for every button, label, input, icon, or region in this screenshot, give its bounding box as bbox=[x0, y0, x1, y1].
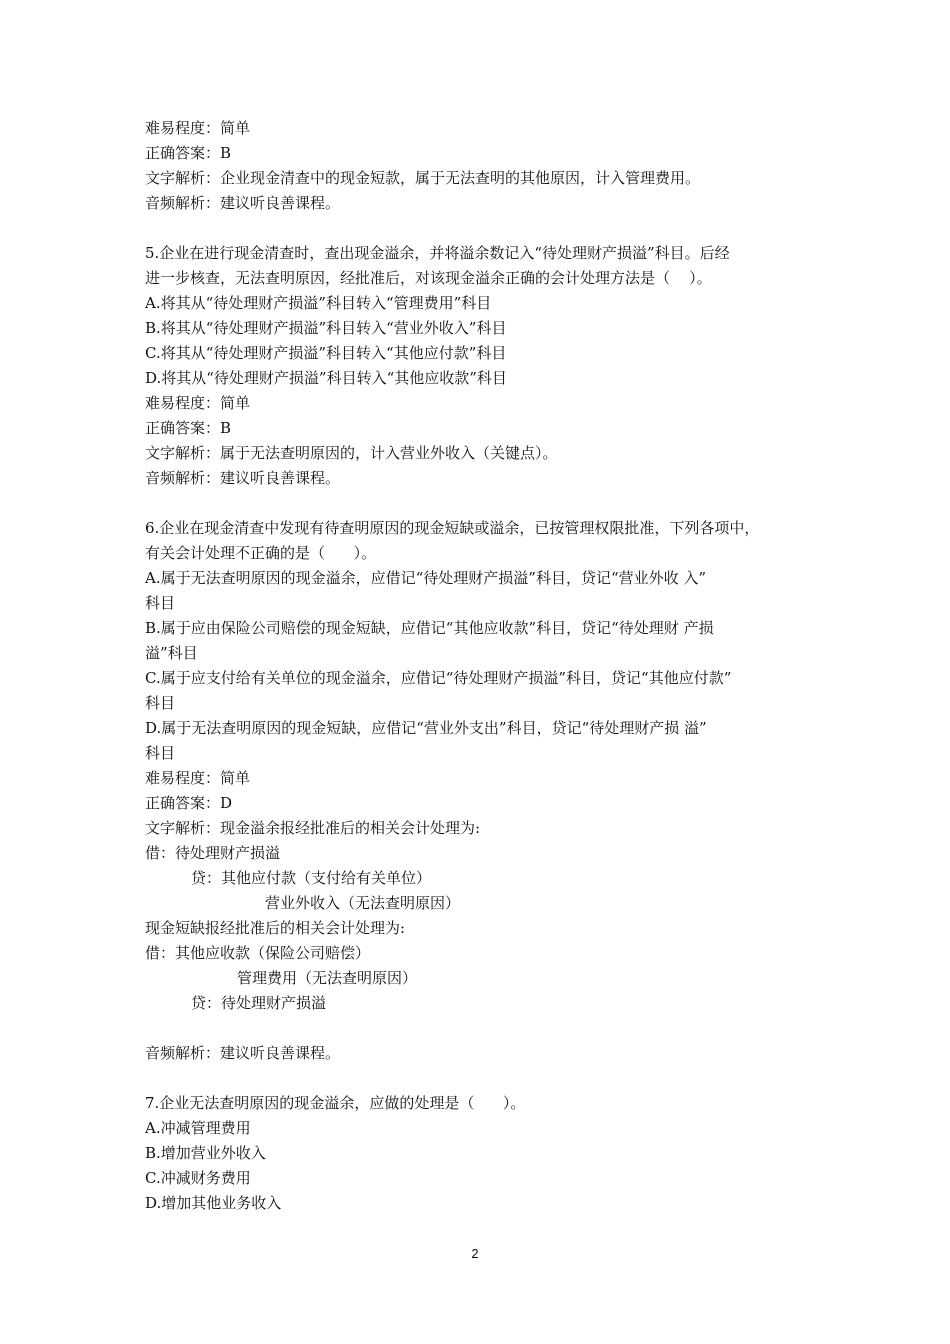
q6-stem-line1: 6.企业在现金清查中发现有待查明原因的现金短缺或溢余，已按管理权限批准，下列各项中， bbox=[145, 519, 760, 537]
q6-stem-line2: 有关会计处理不正确的是（ ）。 bbox=[145, 544, 377, 562]
q4-text-analysis: 文字解析：企业现金清查中的现金短款，属于无法查明的其他原因，计入管理费用。 bbox=[145, 169, 701, 187]
document-body bbox=[145, 116, 815, 1216]
q6-option-a-line2: 科目 bbox=[145, 594, 176, 612]
page-number: 2 bbox=[471, 1246, 479, 1261]
q6-option-a-line1: A.属于无法查明原因的现金溢余，应借记“待处理财产损溢”科目，贷记“营业外收 入” bbox=[145, 569, 707, 587]
spacer bbox=[145, 1066, 815, 1091]
q6-option-b-line2: 溢”科目 bbox=[145, 644, 198, 662]
q6-option-b-line1: B.属于应由保险公司赔偿的现金短缺，应借记“其他应收款”科目，贷记“待处理财 产损 bbox=[145, 619, 714, 637]
q6-entry2-credit: 贷：待处理财产损溢 bbox=[191, 994, 327, 1012]
q6-entry2-debit2: 管理费用（无法查明原因） bbox=[237, 969, 418, 987]
q5-option-d: D.将其从“待处理财产损溢”科目转入“其他应收款”科目 bbox=[145, 369, 507, 387]
q6-entry2-debit1: 借：其他应收款（保险公司赔偿） bbox=[145, 944, 371, 962]
q6-option-d-line1: D.属于无法查明原因的现金短缺，应借记“营业外支出”科目，贷记“待处理财产损 溢” bbox=[145, 719, 707, 737]
q5-option-c: C.将其从“待处理财产损溢”科目转入“其他应付款”科目 bbox=[145, 344, 507, 362]
q5-answer: 正确答案：B bbox=[145, 419, 232, 437]
q7-option-d: D.增加其他业务收入 bbox=[145, 1194, 282, 1212]
q6-entry1-debit: 借：待处理财产损溢 bbox=[145, 844, 281, 862]
q5-stem-line1: 5.企业在进行现金清查时，查出现金溢余，并将溢余数记入“待处理财产损溢”科目。后经 bbox=[145, 244, 730, 262]
q5-stem-line2: 进一步核查，无法查明原因，经批准后，对该现金溢余正确的会计处理方法是（ ）。 bbox=[145, 269, 712, 287]
q6-entry1-credit2: 营业外收入（无法查明原因） bbox=[265, 894, 461, 912]
q5-option-a: A.将其从“待处理财产损溢”科目转入“管理费用”科目 bbox=[145, 294, 492, 312]
q6-shortage-intro: 现金短缺报经批准后的相关会计处理为: bbox=[145, 919, 406, 937]
q7-option-c: C.冲减财务费用 bbox=[145, 1169, 251, 1187]
q6-option-c-line2: 科目 bbox=[145, 694, 176, 712]
q5-option-b: B.将其从“待处理财产损溢”科目转入“营业外收入”科目 bbox=[145, 319, 507, 337]
q7-stem: 7.企业无法查明原因的现金溢余，应做的处理是（ ）。 bbox=[145, 1094, 526, 1112]
q6-option-d-line2: 科目 bbox=[145, 744, 176, 762]
spacer bbox=[145, 491, 815, 516]
q6-audio-analysis: 音频解析：建议听良善课程。 bbox=[145, 1044, 341, 1062]
q7-option-b: B.增加营业外收入 bbox=[145, 1144, 266, 1162]
q4-difficulty: 难易程度：简单 bbox=[145, 119, 251, 137]
q6-option-c-line1: C.属于应支付给有关单位的现金溢余，应借记“待处理财产损溢”科目，贷记“其他应付款” bbox=[145, 669, 732, 687]
q6-difficulty: 难易程度：简单 bbox=[145, 769, 251, 787]
q5-text-analysis: 文字解析：属于无法查明原因的，计入营业外收入（关键点）。 bbox=[145, 444, 558, 462]
q5-audio-analysis: 音频解析：建议听良善课程。 bbox=[145, 469, 341, 487]
q7-option-a: A.冲减管理费用 bbox=[145, 1119, 251, 1137]
q6-text-analysis: 文字解析：现金溢余报经批准后的相关会计处理为: bbox=[145, 819, 481, 837]
q6-answer: 正确答案：D bbox=[145, 794, 233, 812]
spacer bbox=[145, 216, 815, 241]
q6-entry1-credit1: 贷：其他应付款（支付给有关单位） bbox=[191, 869, 432, 887]
q5-difficulty: 难易程度：简单 bbox=[145, 394, 251, 412]
spacer bbox=[145, 1016, 815, 1041]
q4-audio-analysis: 音频解析：建议听良善课程。 bbox=[145, 194, 341, 212]
q4-answer: 正确答案：B bbox=[145, 144, 232, 162]
